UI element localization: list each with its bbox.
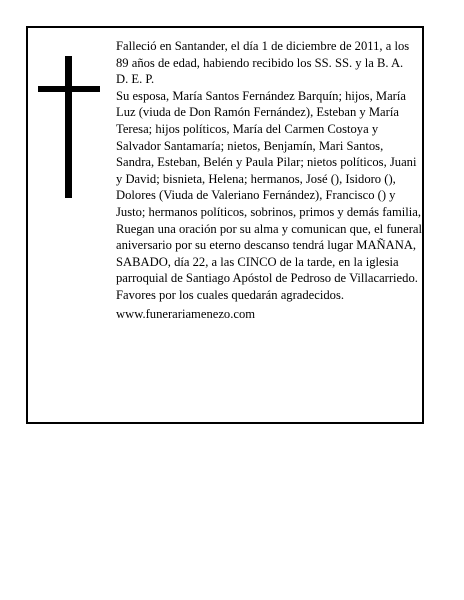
funeral-details: Ruegan una oración por su alma y comunican que, el funeral aniversario por su eterno descanso tendrá lugar MAÑANA, SABADO, día 22, a las CINCO de la tarde, en la iglesia parroquial de Santiago Apóstol de Pedroso de Villacarriedo. Favores por los cuales quedarán agradecidos.: [116, 221, 422, 302]
family-list: Su esposa, María Santos Fernández Barquín; hijos, María Luz (viuda de Don Ramón Fernández), Esteban y María Teresa; hijos políticos, María del Carmen Costoya y Salvador Santamaría; nietos, Benjamín, Mari Santos, Sandra, Esteban, Belén y Paula Pilar; nietos políticos, Juani y David; bisnieta, Helena; hermanos, José (), Isidoro (), Dolores (Viuda de Valeriano Fernández), Francisco () y Justo; hermanos políticos, sobrinos, primos y demás familia,: [116, 88, 422, 219]
obituary-notice-box: [26, 26, 424, 424]
death-announcement: Falleció en Santander, el día 1 de diciembre de 2011, a los 89 años de edad, habiendo recibido los SS. SS. y la B. A.: [116, 39, 410, 70]
cross-vertical-bar: [65, 56, 72, 198]
rip-abbreviation: D. E. P.: [116, 72, 155, 87]
cross-horizontal-bar: [38, 86, 100, 92]
latin-cross-icon: [38, 56, 100, 198]
obituary-text: [116, 38, 422, 322]
funeral-home-website: www.funerariamenezo.com: [116, 306, 256, 321]
